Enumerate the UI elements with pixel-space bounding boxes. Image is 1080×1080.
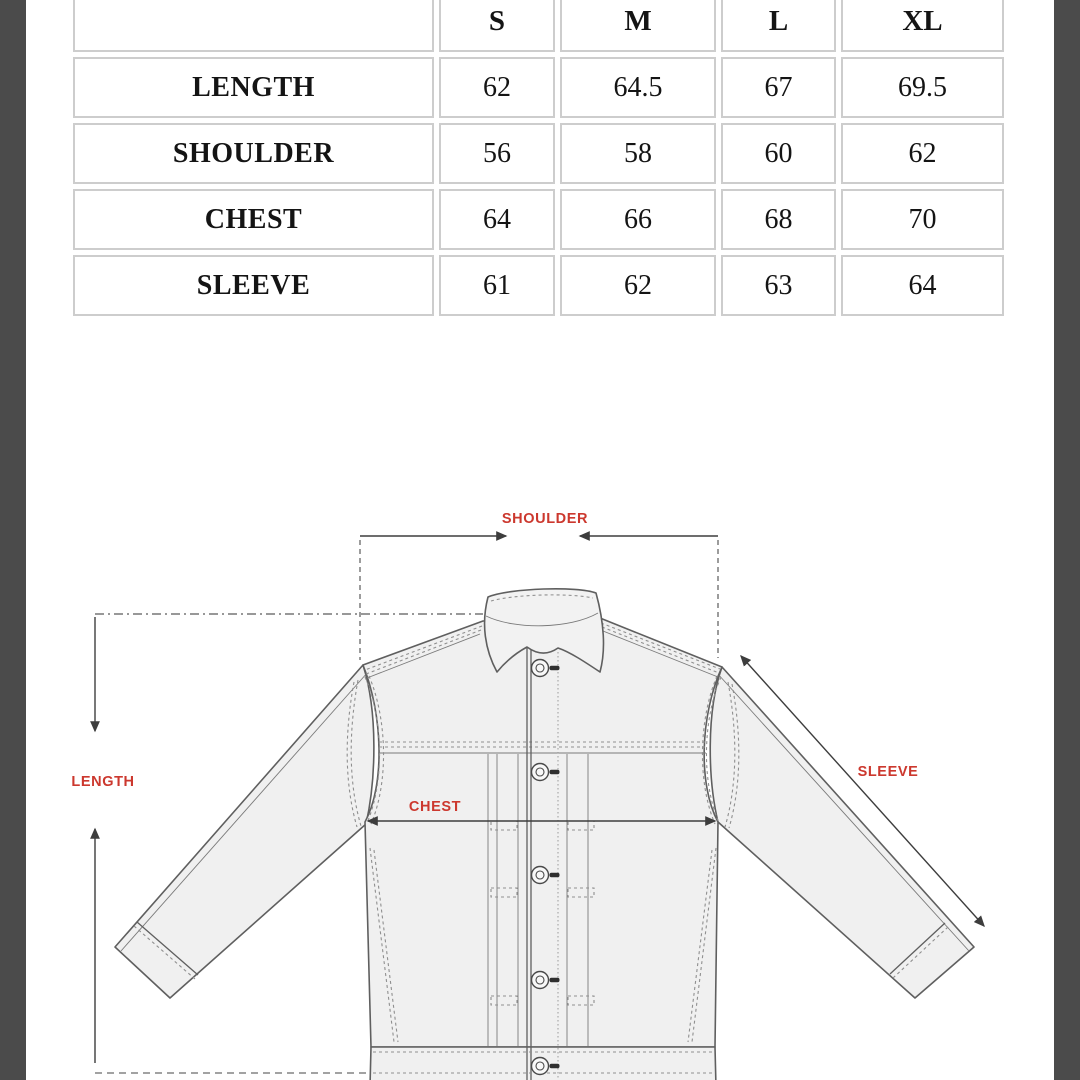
row-label-sleeve: SLEEVE [73,255,434,316]
corner-cell [73,0,434,52]
cell-chest-s: 64 [439,189,555,250]
left-sleeve [115,665,374,998]
cell-chest-xl: 70 [841,189,1004,250]
cell-length-m: 64.5 [560,57,716,118]
col-header-s: S [439,0,555,52]
right-sleeve [710,667,974,998]
row-label-length: LENGTH [73,57,434,118]
cell-sleeve-xl: 64 [841,255,1004,316]
col-header-m: M [560,0,716,52]
jacket-body [363,618,722,1080]
table-row-length [73,57,1004,118]
chest-dimension-label: CHEST [408,799,462,815]
cell-length-l: 67 [721,57,836,118]
right-crop-bar [1054,0,1080,1080]
size-chart-table [68,0,1009,321]
cell-shoulder-l: 60 [721,123,836,184]
col-header-xl: XL [841,0,1004,52]
length-dimension-label: LENGTH [71,774,135,790]
jacket-measurement-diagram [0,330,1080,1080]
cell-length-xl: 69.5 [841,57,1004,118]
cell-shoulder-m: 58 [560,123,716,184]
cell-chest-l: 68 [721,189,836,250]
left-crop-bar [0,0,26,1080]
table-row-chest [73,189,1004,250]
cell-sleeve-m: 62 [560,255,716,316]
cell-shoulder-s: 56 [439,123,555,184]
table-row-shoulder [73,123,1004,184]
row-label-shoulder: SHOULDER [73,123,434,184]
cell-shoulder-xl: 62 [841,123,1004,184]
shoulder-dimension-label: SHOULDER [501,511,589,527]
cell-sleeve-s: 61 [439,255,555,316]
cell-chest-m: 66 [560,189,716,250]
size-chart-header-row [73,0,1004,52]
sleeve-dimension-label: SLEEVE [857,764,919,780]
cell-length-s: 62 [439,57,555,118]
table-row-sleeve [73,255,1004,316]
cell-sleeve-l: 63 [721,255,836,316]
col-header-l: L [721,0,836,52]
row-label-chest: CHEST [73,189,434,250]
